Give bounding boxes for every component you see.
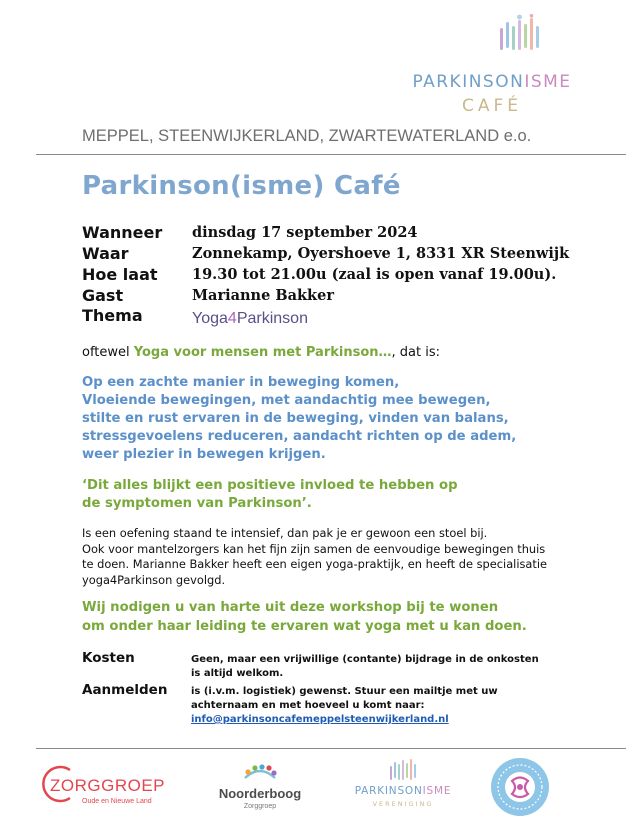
intro-suffix: , dat is:	[391, 345, 440, 360]
costs-line: is altijd welkom.	[191, 668, 284, 679]
benefit-line: Vloeiende bewegingen, met aandachtig mee bewegen,	[82, 393, 491, 408]
body-line: Ook voor mantelzorgers kan het fijn zijn samen de eenvoudige bewegingen thuis	[82, 541, 546, 556]
vereniging-part-parkinson: PARKINSON	[354, 785, 423, 797]
zorggroep-sub: Oude en Nieuwe Land	[82, 798, 152, 805]
parkinsonisme-cafe-logo	[392, 14, 592, 124]
brand-part-parkinson: PARKINSON	[412, 72, 525, 92]
where-value: Zonnekamp, Oyershoeve 1, 8331 XR Steenwijk	[192, 245, 570, 262]
intro-line	[82, 345, 440, 360]
people-bars-logo-icon	[498, 14, 546, 54]
region-heading: MEPPEL, STEENWIJKERLAND, ZWARTEWATERLAND e.o.	[82, 127, 532, 145]
register-text	[191, 685, 498, 727]
guest-value: Marianne Bakker	[192, 287, 334, 304]
time-label: Hoe laat	[82, 265, 158, 284]
body-line: te doen. Marianne Bakker heeft een eigen yoga-praktijk, en heeft de specialisatie	[82, 557, 548, 571]
noorderboog-logo	[206, 756, 314, 814]
costs-line: Geen, maar een vrijwillige (contante) bijdrage in de onkosten	[191, 654, 539, 665]
intro-highlight: Yoga voor mensen met Parkinson…	[133, 345, 392, 360]
theme-logo-parkinson: Parkinson	[236, 310, 308, 327]
vereniging-sub: VERENIGING	[372, 800, 434, 808]
vereniging-name	[344, 785, 462, 797]
noorderboog-sub: Zorggroep	[243, 803, 277, 810]
benefit-line: Op een zachte manier in beweging komen,	[82, 375, 400, 390]
theme-label: Thema	[82, 306, 143, 325]
benefit-line: weer plezier in bewegen krijgen.	[82, 447, 326, 462]
invite-line: om onder haar leiding te ervaren wat yoga met u kan doen.	[82, 619, 527, 634]
circular-seal-icon	[486, 756, 554, 818]
quote-line: de symptomen van Parkinson’.	[82, 496, 312, 511]
body-line: Is een oefening staand te intensief, dan pak je er gewoon een stoel bij.	[82, 526, 488, 540]
brand-part-isme: ISME	[524, 72, 572, 92]
register-label: Aanmelden	[82, 682, 168, 698]
time-value: 19.30 tot 21.00u (zaal is open vanaf 19.00u).	[192, 266, 557, 283]
body-line: yoga4Parkinson gevolgd.	[82, 572, 226, 587]
top-divider	[36, 154, 626, 155]
when-value: dinsdag 17 september 2024	[192, 224, 418, 241]
bottom-divider	[36, 748, 626, 749]
costs-text	[191, 653, 539, 681]
circular-seal-logo	[486, 756, 558, 814]
quote-line: ‘Dit alles blijkt een positieve invloed te hebben op	[82, 478, 458, 493]
vereniging-part-isme: ISME	[422, 785, 452, 797]
parkinsonisme-vereniging-logo	[344, 756, 462, 814]
people-arc-logo-icon	[242, 762, 278, 782]
when-label: Wanneer	[82, 223, 163, 242]
theme-logo-yoga: Yoga	[192, 310, 228, 327]
quote-paragraph	[82, 477, 458, 513]
register-line: achternaam en met hoeveel u komt naar:	[191, 700, 425, 711]
page-title: Parkinson(isme) Café	[82, 171, 401, 201]
register-line: is (i.v.m. logistiek) gewenst. Stuur een mailtje met uw	[191, 686, 498, 697]
yoga4parkinson-logo	[192, 310, 308, 328]
where-label: Waar	[82, 244, 129, 263]
benefit-line: stressgevoelens reduceren, aandacht richten op de adem,	[82, 429, 517, 444]
zorggroep-name	[50, 776, 165, 796]
people-bars-small-icon	[389, 758, 419, 782]
zorggroep-rest: ORGGROEP	[60, 776, 166, 795]
benefit-line: stilte en rust ervaren in de beweging, vinden van balans,	[82, 411, 509, 426]
noorderboog-name: Noorderboog	[218, 786, 302, 801]
benefits-paragraph	[82, 374, 516, 464]
costs-label: Kosten	[82, 650, 135, 666]
invite-paragraph	[82, 598, 527, 636]
zorggroep-logo	[40, 756, 175, 814]
zorggroep-initial: Z	[50, 776, 61, 795]
brand-name	[392, 72, 592, 92]
intro-prefix: oftewel	[82, 345, 134, 360]
body-paragraph	[82, 526, 547, 588]
email-link[interactable]: info@parkinsoncafemeppelsteenwijkerland.nl	[191, 714, 449, 725]
brand-sub: CAFÉ	[461, 96, 523, 116]
theme-logo-4: 4	[227, 310, 237, 327]
guest-label: Gast	[82, 286, 124, 305]
invite-line: Wij nodigen u van harte uit deze workshop bij te wonen	[82, 600, 499, 615]
